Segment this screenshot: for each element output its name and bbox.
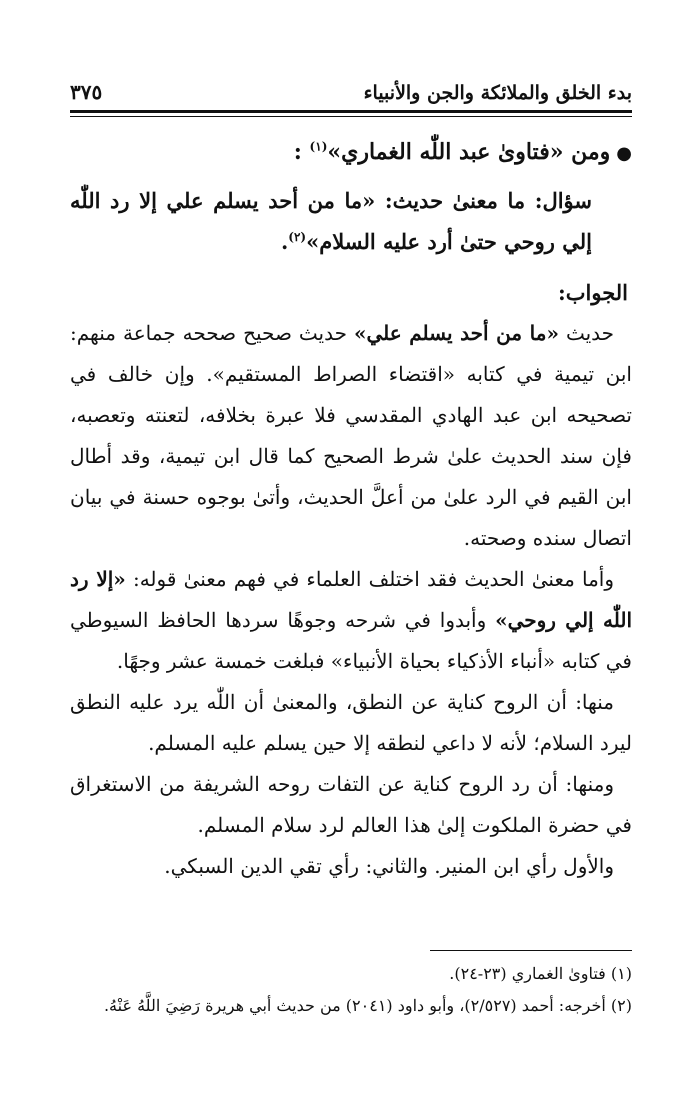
footnote-ref-2: (٢): [288, 230, 307, 244]
paragraph-2-quote: «إلا رد اللّٰه إلي روحي»: [70, 567, 632, 632]
paragraph-2: [70, 559, 632, 682]
question-text: «ما من أحد يسلم علي إلا رد اللّٰه إلي روحي حتىٰ أرد عليه السلام»: [70, 188, 592, 254]
answer-label: الجواب:: [558, 280, 628, 305]
section-heading-text: ومن «فتاوىٰ عبد اللّٰه الغماري»: [327, 139, 611, 165]
paragraph-2-pre: وأما معنىٰ الحديث فقد اختلف العلماء في فهم معنىٰ قوله:: [132, 567, 615, 591]
page-header: [70, 68, 632, 104]
paragraph-2-post: وأبدوا في شرحه وجوهًا سردها الحافظ السيوطي في كتابه «أنباء الأذكياء بحياة الأنبياء» فبلغت خمسة عشر وجهًا.: [70, 608, 632, 673]
paragraph-3: منها: أن الروح كناية عن النطق، والمعنىٰ أن اللّٰه يرد عليه النطق ليرد السلام؛ لأنه لا داعي لنطقه إلا حين يسلم عليه المسلم.: [70, 690, 632, 755]
paragraph-1-pre: حديث: [565, 321, 615, 345]
footnote-1: (١) فتاوىٰ الغماري (٢٣-٢٤).: [449, 964, 632, 983]
paragraph-1-quote: «ما من أحد يسلم علي»: [353, 321, 559, 345]
page-number: ٣٧٥: [70, 80, 103, 104]
section-heading-colon: :: [293, 139, 302, 165]
footnote-2: (٢) أخرجه: أحمد (٢/٥٢٧)، وأبو داود (٢٠٤١) من حديث أبي هريرة رَضِيَ اللَّهُ عَنْهُ.: [103, 996, 632, 1015]
footnotes: [70, 958, 632, 1022]
paragraph-1: [70, 313, 632, 559]
header-rule-thin: [70, 116, 632, 117]
section-heading: [70, 132, 632, 174]
main-text: [70, 132, 632, 887]
paragraph-1-post: حديث صحيح صححه جماعة منهم: ابن تيمية في كتابه «اقتضاء الصراط المستقيم». وإن خالف في تصحيحه ابن عبد الهادي المقدسي فلا عبرة بخلافه، لتعنته وتعصبه، فإن سند الحديث علىٰ شرط الصحيح كما قال ابن تيمية، وقد أطال ابن القيم في الرد علىٰ من أعلَّ الحديث، وأتىٰ بوجوه حسنة في بيان اتصال سنده وصحته.: [70, 321, 632, 550]
question-label: سؤال: ما معنىٰ حديث:: [384, 188, 593, 213]
footnote-separator: [430, 950, 632, 951]
question: سؤال: ما معنىٰ حديث: «ما من أحد يسلم علي إلا رد اللّٰه إلي روحي حتىٰ أرد عليه السلام»$^{(٢)}$.: [70, 188, 593, 254]
header-rule-thick: [70, 110, 632, 113]
running-title: بدء الخلق والملائكة والجن والأنبياء: [363, 82, 632, 104]
paragraph-5: والأول رأي ابن المنير. والثاني: رأي تقي الدين السبكي.: [164, 854, 614, 878]
bullet-icon: ●: [616, 143, 632, 164]
footnote-ref-1: (١): [309, 139, 328, 154]
paragraph-4: ومنها: أن رد الروح كناية عن التفات روحه الشريفة من الاستغراق في حضرة الملكوت إلىٰ هذا العالم لرد سلام المسلم.: [70, 772, 632, 837]
